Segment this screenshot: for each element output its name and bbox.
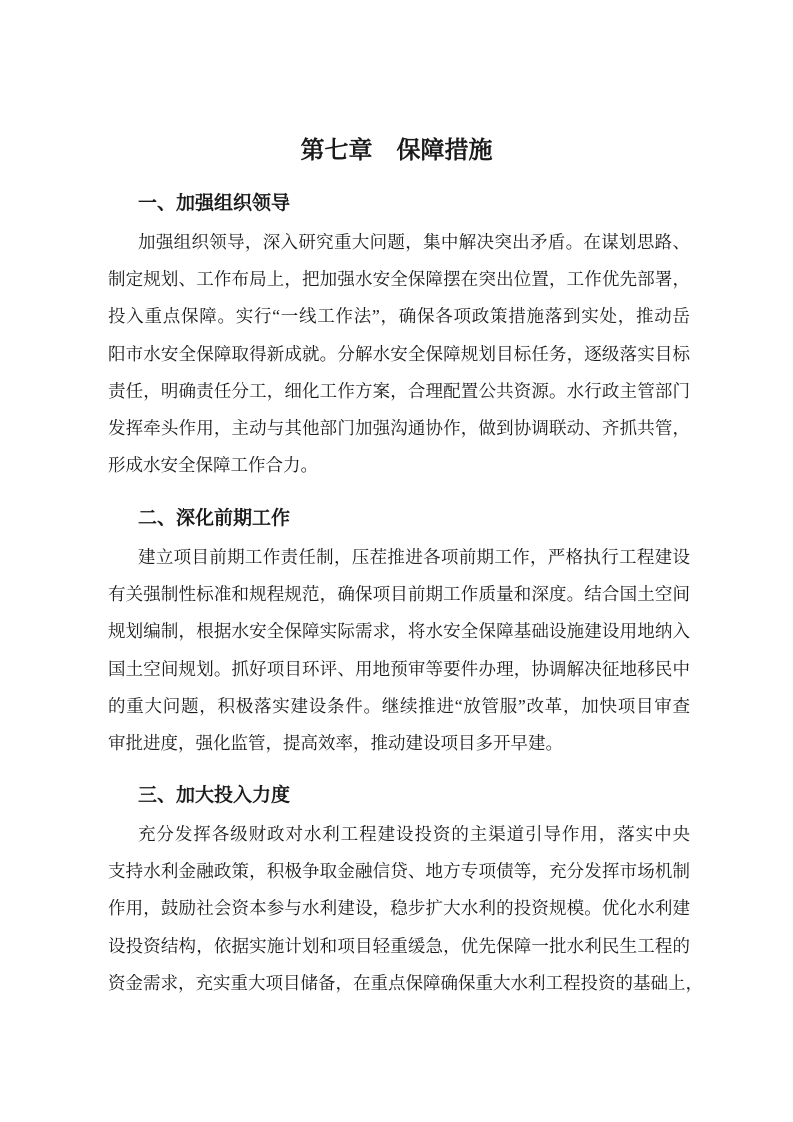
text-line: 形成水安全保障工作合力。 — [108, 455, 318, 476]
text-line: 作用，鼓励社会资本参与水利建设，稳步扩大水利的投资规模。优化水利建 — [108, 898, 690, 919]
section-heading-3: 三、加大投入力度 — [138, 785, 291, 806]
section-heading-2: 二、深化前期工作 — [138, 508, 291, 529]
text-line: 阳市水安全保障取得新成就。分解水安全保障规划目标任务，逐级落实目标 — [108, 343, 690, 364]
text-line: 设投资结构，依据实施计划和项目轻重缓急，优先保障一批水利民生工程的 — [108, 935, 690, 956]
chapter-title: 第七章 保障措施 — [300, 137, 493, 164]
text-line: 发挥牵头作用，主动与其他部门加强沟通协作，做到协调联动、齐抓共管， — [108, 417, 690, 438]
text-line: 建立项目前期工作责任制，压茬推进各项前期工作，严格执行工程建设 — [138, 547, 690, 567]
text-line: 加强组织领导，深入研究重大问题，集中解决突出矛盾。在谋划思路、 — [138, 232, 690, 252]
text-line: 投入重点保障。实行“一线工作法”，确保各项政策措施落到实处，推动岳 — [108, 306, 690, 327]
text-line: 规划编制，根据水安全保障实际需求，将水安全保障基础设施建设用地纳入 — [108, 621, 690, 642]
section-paragraph-2 — [108, 539, 690, 762]
text-line: 的重大问题，积极落实建设条件。继续推进“放管服”改革，加快项目审查 — [108, 695, 690, 716]
section-paragraph-1 — [108, 224, 690, 484]
text-line: 充分发挥各级财政对水利工程建设投资的主渠道引导作用，落实中央 — [138, 824, 690, 844]
text-line: 制定规划、工作布局上，把加强水安全保障摆在突出位置，工作优先部署， — [108, 269, 690, 290]
text-line: 审批进度，强化监管，提高效率，推动建设项目多开早建。 — [108, 732, 563, 753]
section-paragraph-3 — [108, 816, 703, 1002]
text-line: 支持水利金融政策，积极争取金融信贷、地方专项债等，充分发挥市场机制 — [108, 861, 690, 882]
text-line: 国土空间规划。抓好项目环评、用地预审等要件办理，协调解决征地移民中 — [108, 658, 690, 679]
text-line: 有关强制性标准和规程规范，确保项目前期工作质量和深度。结合国土空间 — [108, 584, 690, 605]
text-line: 责任，明确责任分工，细化工作方案，合理配置公共资源。水行政主管部门 — [108, 380, 690, 401]
text-line: 资金需求，充实重大项目储备，在重点保障确保重大水利工程投资的基础上， — [108, 972, 703, 993]
section-heading-1: 一、加强组织领导 — [138, 193, 291, 214]
